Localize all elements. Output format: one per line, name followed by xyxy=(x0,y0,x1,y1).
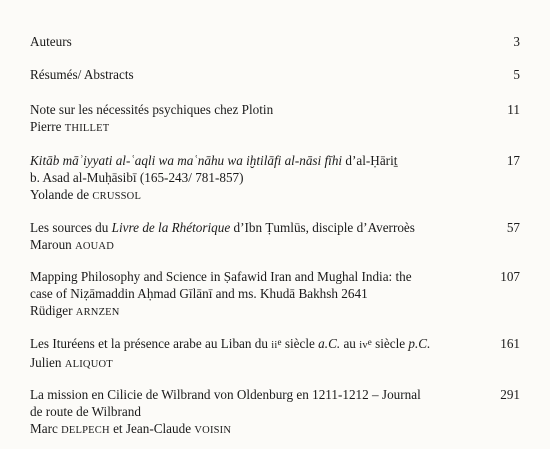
title-part: Les sources du xyxy=(30,220,112,235)
title-part: Les Ituréens et la présence arabe au Liban du xyxy=(30,336,272,351)
toc-title: La mission en Cilicie de Wilbrand von Oldenburg en 1211-1212 – Journal xyxy=(30,387,421,402)
ordinal-superscript: e xyxy=(367,337,372,347)
century-numeral: ii xyxy=(271,340,278,351)
toc-title: Mapping Philosophy and Science in Ṣafawid Iran and Mughal India: the xyxy=(30,269,412,284)
toc-page-number: 57 xyxy=(506,220,520,235)
toc-page-number: 11 xyxy=(507,102,520,117)
title-rest: d’al-Ḥāriṯ xyxy=(342,153,398,168)
century-numeral: iv xyxy=(359,340,368,351)
author-first-name: Yolande de xyxy=(30,187,93,202)
author-first-name: Marc xyxy=(30,421,62,436)
toc-page-number: 107 xyxy=(500,269,520,284)
toc-entry-auteurs xyxy=(30,33,520,50)
title-part: d’Ibn Ṭumlūs, disciple d’Averroès xyxy=(230,220,415,235)
author-connector: et Jean-Claude xyxy=(109,421,195,436)
toc-author xyxy=(30,186,520,205)
toc-entry-itureens xyxy=(30,335,520,373)
toc-entry-plotin xyxy=(30,101,520,137)
toc-title: Note sur les nécessités psychiques chez Plotin xyxy=(30,102,274,117)
toc-page-number: 17 xyxy=(506,153,520,168)
title-part: siècle xyxy=(281,336,319,351)
toc-page-number: 5 xyxy=(513,67,520,82)
title-italic-part: Kitāb māʾiyyati al-ʿaqli wa maʿnāhu wa iḫtilāfi al-nāsi fīhi xyxy=(30,153,343,168)
toc-author xyxy=(30,354,520,373)
toc-author xyxy=(30,420,520,439)
author-first-name: Rüdiger xyxy=(30,303,76,318)
author-first-name: Julien xyxy=(30,355,65,370)
title-part: siècle xyxy=(371,336,409,351)
toc-entry-rhetorique xyxy=(30,219,520,255)
author-last-name: AOUAD xyxy=(75,241,114,252)
author-last-name: ARNZEN xyxy=(75,307,120,318)
author-last-name: DELPECH xyxy=(61,425,110,436)
toc-author xyxy=(30,302,520,321)
title-italic-part: a.C. xyxy=(318,336,341,351)
toc-page-number: 161 xyxy=(500,336,520,351)
author-first-name: Maroun xyxy=(30,237,76,252)
toc-entry-mission xyxy=(30,386,520,439)
title-italic-part: Livre de la Rhétorique xyxy=(111,220,231,235)
toc-title xyxy=(30,152,490,169)
toc-title xyxy=(30,335,480,354)
author-last-name: ALIQUOT xyxy=(64,359,113,370)
title-part: au xyxy=(340,336,360,351)
toc-title-line2: b. Asad al-Muḥāsibī (165-243/ 781-857) xyxy=(30,170,244,185)
author-first-name: Pierre xyxy=(30,119,65,134)
toc-author xyxy=(30,118,520,137)
ordinal-superscript: e xyxy=(277,337,282,347)
author-last-name: VOISIN xyxy=(194,425,232,436)
author-last-name: THILLET xyxy=(64,123,110,134)
toc-entry-resumes xyxy=(30,66,520,83)
author-last-name: CRUSSOL xyxy=(92,191,142,202)
title-italic-part: p.C. xyxy=(408,336,431,351)
toc-title: Résumés/ Abstracts xyxy=(30,67,134,82)
toc-entry-kitab xyxy=(30,152,520,205)
toc-page-number: 3 xyxy=(513,34,520,49)
toc-author xyxy=(30,236,520,255)
toc-title: Auteurs xyxy=(30,34,72,49)
toc-page-number: 291 xyxy=(500,387,520,402)
toc-entry-mapping xyxy=(30,268,520,321)
toc-title xyxy=(30,219,490,236)
toc-title-line2: de route de Wilbrand xyxy=(30,404,141,419)
toc-title-line2: case of Niẓāmaddin Aḥmad Gīlānī and ms. Khudā Bakhsh 2641 xyxy=(30,286,368,301)
